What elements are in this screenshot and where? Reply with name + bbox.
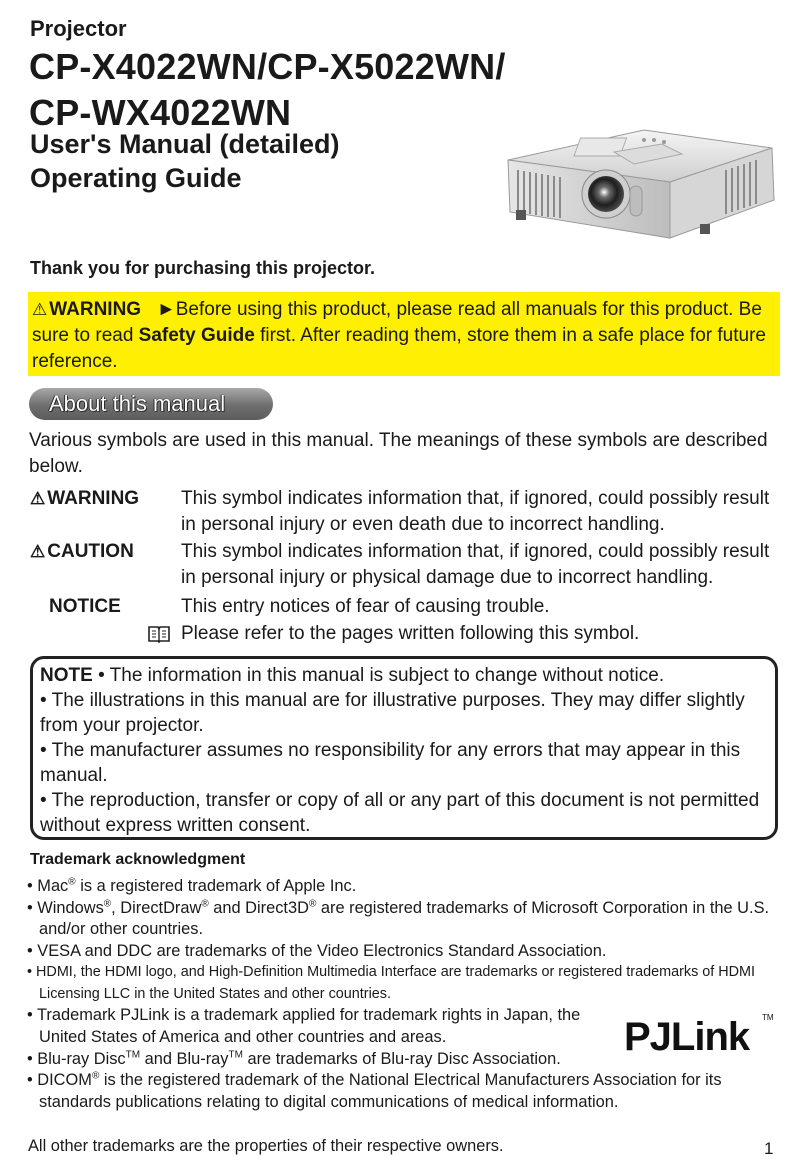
safety-guide-reference: Safety Guide [138, 325, 255, 346]
footer-note: All other trademarks are the properties of their respective owners. [28, 1137, 504, 1155]
symbol-term-warning: ⚠ WARNING [30, 486, 139, 512]
warning-triangle-icon: ⚠ [30, 542, 46, 561]
warning-label: WARNING [49, 299, 142, 320]
note-item-4: • The reproduction, transfer or copy of all or any part of this document is not permitted without express written consent. [40, 790, 760, 836]
symbol-desc-warning: This symbol indicates information that, if ignored, could possibly result in personal injury or even death due to incorrect handling. [181, 488, 770, 535]
symbol-term-caution: ⚠ CAUTION [30, 539, 134, 565]
trademark-item-vesa: • VESA and DDC are trademarks of the Video Electronics Standard Association. [27, 941, 607, 960]
product-category: Projector [30, 16, 127, 41]
model-line-2: CP-WX4022WN [29, 92, 292, 133]
subtitle-line-1: User's Manual (detailed) [30, 129, 340, 159]
page-number: 1 [764, 1139, 774, 1158]
note-item-1: NOTE • The information in this manual is subject to change without notice. [40, 665, 665, 686]
subtitle-line-2: Operating Guide [30, 163, 242, 193]
symbol-term-notice: NOTICE [49, 596, 121, 617]
warning-text-1: Before using this product, please read all manuals for this product. Be sure to read [32, 299, 762, 346]
note-box [30, 656, 778, 840]
trademark-item-mac: • Mac® is a registered trademark of Apple Inc. [27, 876, 357, 895]
trademark-item-bluray: • Blu-ray Disc™ and Blu-ray™ are trademarks of Blu-ray Disc Association. [27, 1049, 561, 1068]
book-icon [148, 625, 170, 643]
model-line-1: CP-X4022WN/CP-X5022WN/ [29, 46, 506, 87]
trademark-list [27, 876, 787, 1113]
warning-triangle-icon: ⚠ [32, 300, 48, 319]
warning-text-2: first. After reading them, store them in a safe place for future reference. [32, 325, 766, 372]
svg-text:PJLink: PJLink [624, 1015, 750, 1058]
note-tag: NOTE [40, 665, 93, 686]
section-title: About this manual [29, 388, 273, 420]
trademark-item-windows: • Windows®, DirectDraw® and Direct3D® are registered trademarks of Microsoft Corporation in the U.S. and/or other countries. [27, 898, 770, 939]
symbol-desc-notice: This entry notices of fear of causing trouble. [181, 596, 550, 617]
thank-you-line: Thank you for purchasing this projector. [30, 258, 376, 278]
trademark-item-pjlink: • Trademark PJLink is a trademark applied for trademark rights in Japan, the United States of America and other countries and areas. [27, 1006, 581, 1046]
warning-triangle-icon: ⚠ [30, 489, 46, 508]
arrow-icon: ► [156, 299, 176, 320]
intro-text: Various symbols are used in this manual. The meanings of these symbols are described below. [29, 430, 768, 477]
svg-text:TM: TM [762, 1013, 774, 1022]
projector-illustration [494, 112, 784, 252]
safety-warning-box [28, 292, 780, 376]
trademark-item-hdmi: • HDMI, the HDMI logo, and High-Definition Multimedia Interface are trademarks or registered trademarks of HDMI Licensing LLC in the United States and other countries. [27, 964, 756, 1002]
model-title [29, 44, 506, 136]
trademark-heading: Trademark acknowledgment [30, 851, 246, 868]
symbol-desc-caution: This symbol indicates information that, if ignored, could possibly result in personal injury or physical damage due to incorrect handling. [181, 541, 770, 588]
manual-subtitle [30, 127, 340, 195]
note-item-3: • The manufacturer assumes no responsibility for any errors that may appear in this manual. [40, 740, 741, 786]
note-item-2: • The illustrations in this manual are for illustrative purposes. They may differ slightly from your projector. [40, 690, 745, 736]
symbol-desc-book: Please refer to the pages written following this symbol. [181, 623, 640, 644]
pjlink-logo [624, 1010, 774, 1058]
trademark-item-dicom: • DICOM® is the registered trademark of the National Electrical Manufacturers Association for its standards publications relating to digital communications of medical information. [27, 1070, 722, 1111]
